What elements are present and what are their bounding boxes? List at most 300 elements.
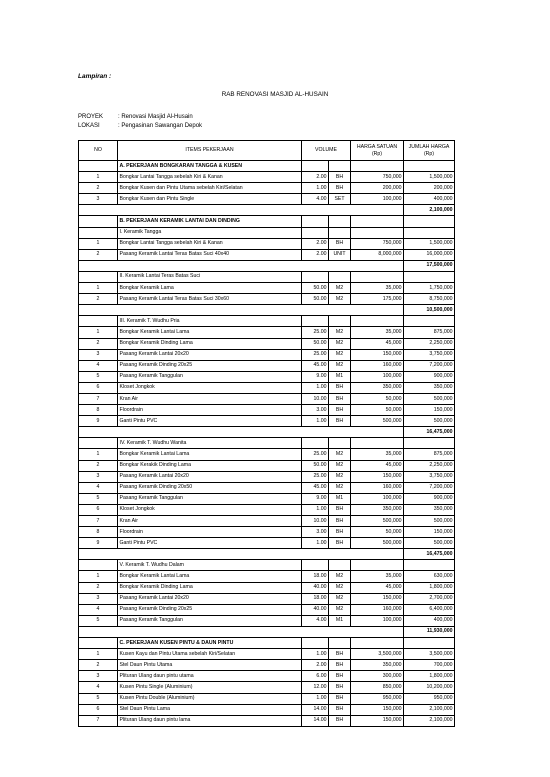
table-row xyxy=(79,382,455,393)
row-unit-cell xyxy=(329,216,351,227)
item-number: 2 xyxy=(79,294,118,305)
table-row xyxy=(79,527,455,538)
table-row xyxy=(79,671,455,682)
item-number: 1 xyxy=(79,327,118,338)
table-row xyxy=(79,249,455,260)
item-total-price: 200,000 xyxy=(404,183,455,194)
header-total-price: JUMLAH HARGA (Rp) xyxy=(404,141,455,161)
item-total-price: 150,000 xyxy=(404,527,455,538)
item-total-price: 1,500,000 xyxy=(404,172,455,183)
subtotal-blank-cell xyxy=(79,626,404,637)
item-unit: UNIT xyxy=(329,249,351,260)
item-total-price: 500,000 xyxy=(404,516,455,527)
item-total-price: 950,000 xyxy=(404,693,455,704)
item-unit-price: 350,000 xyxy=(351,504,404,515)
table-row xyxy=(79,682,455,693)
item-volume: 50.00 xyxy=(302,460,329,471)
header-unit-price: HARGA SATUAN (Rp) xyxy=(351,141,404,161)
item-total-price: 3,750,000 xyxy=(404,471,455,482)
item-description: Plituran Ulang daun pintu lama xyxy=(118,715,302,726)
subtotal-row xyxy=(79,260,455,271)
item-description: Stel Daun Pintu Lama xyxy=(118,704,302,715)
item-number: 5 xyxy=(79,493,118,504)
row-unit-cell xyxy=(329,227,351,238)
item-total-price: 900,000 xyxy=(404,371,455,382)
row-total-cell xyxy=(404,161,455,172)
item-description: Kusen Pintu Single (Aluminium) xyxy=(118,682,302,693)
item-volume: 50.00 xyxy=(302,283,329,294)
item-unit: BH xyxy=(329,682,351,693)
item-description: Stel Daun Pintu Utama xyxy=(118,660,302,671)
item-unit-price: 150,000 xyxy=(351,593,404,604)
table-row xyxy=(79,649,455,660)
item-unit-price: 160,000 xyxy=(351,482,404,493)
row-volume-cell xyxy=(302,216,329,227)
item-number: 5 xyxy=(79,615,118,626)
item-unit: BH xyxy=(329,238,351,249)
header-item: ITEMS PEKERJAAN xyxy=(118,141,302,161)
item-number: 1 xyxy=(79,238,118,249)
item-total-price: 700,000 xyxy=(404,660,455,671)
item-number: 4 xyxy=(79,360,118,371)
row-total-cell xyxy=(404,560,455,571)
item-unit-price: 200,000 xyxy=(351,183,404,194)
item-unit: M2 xyxy=(329,294,351,305)
table-row xyxy=(79,693,455,704)
row-price-cell xyxy=(351,161,404,172)
item-number: 4 xyxy=(79,682,118,693)
subtotal-row xyxy=(79,427,455,438)
item-number: 1 xyxy=(79,172,118,183)
table-row xyxy=(79,493,455,504)
item-unit-price: 45,000 xyxy=(351,338,404,349)
item-unit-price: 100,000 xyxy=(351,615,404,626)
table-row xyxy=(79,582,455,593)
item-volume: 2.00 xyxy=(302,660,329,671)
item-total-price: 400,000 xyxy=(404,615,455,626)
item-description: Ganti Pintu PVC xyxy=(118,538,302,549)
item-volume: 9.00 xyxy=(302,493,329,504)
subtotal-row xyxy=(79,626,455,637)
table-row xyxy=(79,183,455,194)
item-total-price: 2,250,000 xyxy=(404,460,455,471)
item-volume: 25.00 xyxy=(302,449,329,460)
item-description: Floordrain xyxy=(118,405,302,416)
row-unit-cell xyxy=(329,560,351,571)
item-unit: M2 xyxy=(329,460,351,471)
item-number: 2 xyxy=(79,338,118,349)
item-unit: M2 xyxy=(329,360,351,371)
row-total-cell xyxy=(404,216,455,227)
item-unit-price: 160,000 xyxy=(351,604,404,615)
table-row xyxy=(79,593,455,604)
header-volume: VOLUME xyxy=(302,141,351,161)
item-volume: 2.00 xyxy=(302,249,329,260)
item-number: 8 xyxy=(79,527,118,538)
item-unit-price: 100,000 xyxy=(351,371,404,382)
item-total-price: 350,000 xyxy=(404,382,455,393)
item-unit-price: 35,000 xyxy=(351,449,404,460)
item-number: 3 xyxy=(79,194,118,205)
item-volume: 14.00 xyxy=(302,715,329,726)
item-number: 3 xyxy=(79,671,118,682)
item-unit: M2 xyxy=(329,593,351,604)
item-volume: 4.00 xyxy=(302,615,329,626)
row-price-cell xyxy=(351,271,404,282)
section-header-row xyxy=(79,216,455,227)
item-volume: 18.00 xyxy=(302,593,329,604)
table-row xyxy=(79,194,455,205)
item-total-price: 500,000 xyxy=(404,416,455,427)
item-volume: 1.00 xyxy=(302,693,329,704)
item-description: Bongkar Lantai Tangga sebelah Kiri & Kanan xyxy=(118,172,302,183)
row-no-cell xyxy=(79,560,118,571)
row-price-cell xyxy=(351,560,404,571)
item-number: 7 xyxy=(79,516,118,527)
item-number: 6 xyxy=(79,504,118,515)
item-description: Bongkar Kusen dan Pintu Single xyxy=(118,194,302,205)
item-description: Bongkar Keramik Lantai Lama xyxy=(118,571,302,582)
item-volume: 25.00 xyxy=(302,349,329,360)
subtotal-blank-cell xyxy=(79,549,404,560)
subsection-title: IV. Keramik T. Wudhu Wanita xyxy=(118,438,302,449)
item-volume: 10.00 xyxy=(302,393,329,404)
item-unit-price: 3,500,000 xyxy=(351,649,404,660)
item-total-price: 1,750,000 xyxy=(404,283,455,294)
section-title: C. PEKERJAAN KUSEN PINTU & DAUN PINTU xyxy=(118,638,302,649)
item-unit: M1 xyxy=(329,615,351,626)
section-title: B. PEKERJAAN KERAMIK LANTAI DAN DINDING xyxy=(118,216,302,227)
item-unit-price: 35,000 xyxy=(351,327,404,338)
item-number: 6 xyxy=(79,704,118,715)
item-unit: BH xyxy=(329,183,351,194)
item-unit-price: 50,000 xyxy=(351,527,404,538)
subsection-header-row xyxy=(79,227,455,238)
item-volume: 45.00 xyxy=(302,360,329,371)
item-description: Bongkar Keramik Lantai Lama xyxy=(118,449,302,460)
item-unit-price: 150,000 xyxy=(351,349,404,360)
table-row xyxy=(79,516,455,527)
table-row xyxy=(79,371,455,382)
item-description: Pasang Keramik Dinding 20x25 xyxy=(118,360,302,371)
item-total-price: 2,250,000 xyxy=(404,338,455,349)
item-description: Bongkar Kerakik Dinding Lama xyxy=(118,460,302,471)
row-total-cell xyxy=(404,438,455,449)
item-description: Pasang Keramik Lantai Teras Batas Suci 30x60 xyxy=(118,294,302,305)
subtotal-value: 10,500,000 xyxy=(404,305,455,316)
table-row xyxy=(79,471,455,482)
subtotal-value: 11,930,000 xyxy=(404,626,455,637)
item-unit-price: 45,000 xyxy=(351,460,404,471)
item-unit-price: 8,000,000 xyxy=(351,249,404,260)
item-unit-price: 35,000 xyxy=(351,571,404,582)
item-total-price: 875,000 xyxy=(404,327,455,338)
item-volume: 3.00 xyxy=(302,405,329,416)
item-unit: M2 xyxy=(329,283,351,294)
subtotal-blank-cell xyxy=(79,260,404,271)
item-unit-price: 850,000 xyxy=(351,682,404,693)
table-row xyxy=(79,416,455,427)
item-volume: 3.00 xyxy=(302,527,329,538)
item-volume: 1.00 xyxy=(302,504,329,515)
item-unit: BH xyxy=(329,649,351,660)
item-unit: BH xyxy=(329,671,351,682)
table-row xyxy=(79,482,455,493)
subtotal-blank-cell xyxy=(79,305,404,316)
item-description: Kran Air xyxy=(118,516,302,527)
item-total-price: 6,400,000 xyxy=(404,604,455,615)
item-number: 3 xyxy=(79,471,118,482)
row-volume-cell xyxy=(302,438,329,449)
row-total-cell xyxy=(404,638,455,649)
item-number: 1 xyxy=(79,571,118,582)
item-description: Bongkar Lantai Tangga sebelah Kiri & Kanan xyxy=(118,238,302,249)
table-row xyxy=(79,327,455,338)
subtotal-blank-cell xyxy=(79,427,404,438)
item-unit-price: 100,000 xyxy=(351,493,404,504)
location-value: : Pengasinan Sawangan Depok xyxy=(118,123,203,129)
item-unit: M2 xyxy=(329,604,351,615)
project-label: PROYEK xyxy=(78,114,104,120)
row-volume-cell xyxy=(302,271,329,282)
rab-table xyxy=(78,140,455,727)
item-number: 1 xyxy=(79,283,118,294)
item-unit-price: 150,000 xyxy=(351,471,404,482)
row-unit-cell xyxy=(329,316,351,327)
item-volume: 25.00 xyxy=(302,471,329,482)
item-number: 7 xyxy=(79,715,118,726)
item-volume: 1.00 xyxy=(302,183,329,194)
item-unit: SET xyxy=(329,194,351,205)
item-number: 2 xyxy=(79,582,118,593)
table-row xyxy=(79,349,455,360)
item-unit: BH xyxy=(329,527,351,538)
item-volume: 9.00 xyxy=(302,371,329,382)
row-volume-cell xyxy=(302,227,329,238)
row-price-cell xyxy=(351,316,404,327)
table-body xyxy=(79,161,455,727)
item-volume: 12.00 xyxy=(302,682,329,693)
subtotal-value: 17,500,000 xyxy=(404,260,455,271)
row-no-cell xyxy=(79,638,118,649)
row-total-cell xyxy=(404,316,455,327)
row-unit-cell xyxy=(329,638,351,649)
item-number: 8 xyxy=(79,405,118,416)
subsection-title: V. Keramik T. Wudhu Dalam xyxy=(118,560,302,571)
item-unit-price: 100,000 xyxy=(351,194,404,205)
table-row xyxy=(79,238,455,249)
item-volume: 2.00 xyxy=(302,238,329,249)
row-total-cell xyxy=(404,227,455,238)
item-number: 2 xyxy=(79,249,118,260)
project-value: : Renovasi Masjid Al-Husain xyxy=(118,114,193,120)
item-unit: BH xyxy=(329,416,351,427)
table-row xyxy=(79,360,455,371)
item-total-price: 875,000 xyxy=(404,449,455,460)
item-total-price: 150,000 xyxy=(404,405,455,416)
item-description: Pasang Keramik Tanggulan xyxy=(118,493,302,504)
item-volume: 1.00 xyxy=(302,382,329,393)
section-header-row xyxy=(79,638,455,649)
item-volume: 50.00 xyxy=(302,338,329,349)
subtotal-value: 16,475,000 xyxy=(404,427,455,438)
item-total-price: 2,100,000 xyxy=(404,715,455,726)
item-unit: BH xyxy=(329,538,351,549)
item-number: 2 xyxy=(79,183,118,194)
item-total-price: 2,700,000 xyxy=(404,593,455,604)
row-no-cell xyxy=(79,316,118,327)
item-unit: BH xyxy=(329,715,351,726)
item-unit: M2 xyxy=(329,327,351,338)
item-unit-price: 750,000 xyxy=(351,172,404,183)
item-unit-price: 350,000 xyxy=(351,660,404,671)
item-description: Bongkar Keramik Lama xyxy=(118,283,302,294)
item-description: Kran Air xyxy=(118,393,302,404)
item-description: Bongkar Keramik Lantai Lama xyxy=(118,327,302,338)
item-description: Bongkar Kusen dan Pintu Utama sebelah Kiri/Selatan xyxy=(118,183,302,194)
item-unit-price: 50,000 xyxy=(351,405,404,416)
table-row xyxy=(79,704,455,715)
table-row xyxy=(79,283,455,294)
item-total-price: 400,000 xyxy=(404,194,455,205)
item-volume: 25.00 xyxy=(302,327,329,338)
subsection-header-row xyxy=(79,438,455,449)
item-description: Ganti Pintu PVC xyxy=(118,416,302,427)
subtotal-value: 2,100,000 xyxy=(404,205,455,216)
item-total-price: 500,000 xyxy=(404,538,455,549)
item-total-price: 1,800,000 xyxy=(404,671,455,682)
item-unit: M2 xyxy=(329,582,351,593)
item-unit-price: 750,000 xyxy=(351,238,404,249)
document-title: RAB RENOVASI MASJID AL-HUSAIN xyxy=(221,91,329,98)
item-volume: 14.00 xyxy=(302,704,329,715)
table-row xyxy=(79,538,455,549)
item-volume: 50.00 xyxy=(302,294,329,305)
subtotal-value: 16,475,000 xyxy=(404,549,455,560)
item-volume: 40.00 xyxy=(302,604,329,615)
item-description: Kusen Pintu Double (Aluminium) xyxy=(118,693,302,704)
row-price-cell xyxy=(351,216,404,227)
row-price-cell xyxy=(351,227,404,238)
row-no-cell xyxy=(79,161,118,172)
item-number: 7 xyxy=(79,393,118,404)
item-number: 6 xyxy=(79,382,118,393)
row-volume-cell xyxy=(302,161,329,172)
row-volume-cell xyxy=(302,560,329,571)
item-unit: BH xyxy=(329,382,351,393)
table-row xyxy=(79,460,455,471)
row-unit-cell xyxy=(329,161,351,172)
table-row xyxy=(79,294,455,305)
item-total-price: 500,000 xyxy=(404,393,455,404)
row-volume-cell xyxy=(302,316,329,327)
item-volume: 10.00 xyxy=(302,516,329,527)
item-total-price: 1,500,000 xyxy=(404,238,455,249)
item-description: Pasang Keramik Dinding 20x50 xyxy=(118,482,302,493)
item-total-price: 8,750,000 xyxy=(404,294,455,305)
table-row xyxy=(79,393,455,404)
item-description: Kloset Jongkok xyxy=(118,504,302,515)
item-unit-price: 500,000 xyxy=(351,516,404,527)
item-total-price: 1,800,000 xyxy=(404,582,455,593)
subtotal-row xyxy=(79,205,455,216)
item-unit-price: 500,000 xyxy=(351,416,404,427)
item-unit: M2 xyxy=(329,338,351,349)
row-unit-cell xyxy=(329,438,351,449)
row-unit-cell xyxy=(329,271,351,282)
item-volume: 1.00 xyxy=(302,538,329,549)
subsection-header-row xyxy=(79,560,455,571)
table-row xyxy=(79,571,455,582)
location-line xyxy=(78,123,202,129)
item-volume: 6.00 xyxy=(302,671,329,682)
row-price-cell xyxy=(351,438,404,449)
item-number: 1 xyxy=(79,649,118,660)
item-description: Pasang Keramik Lantai 20x20 xyxy=(118,471,302,482)
item-volume: 2.00 xyxy=(302,172,329,183)
item-unit: M2 xyxy=(329,482,351,493)
row-no-cell xyxy=(79,227,118,238)
row-volume-cell xyxy=(302,638,329,649)
item-volume: 1.00 xyxy=(302,416,329,427)
item-unit: BH xyxy=(329,704,351,715)
project-line xyxy=(78,114,193,120)
header-no: NO xyxy=(79,141,118,161)
row-no-cell xyxy=(79,216,118,227)
item-unit-price: 500,000 xyxy=(351,538,404,549)
section-header-row xyxy=(79,161,455,172)
item-number: 2 xyxy=(79,460,118,471)
item-unit: M2 xyxy=(329,449,351,460)
item-number: 9 xyxy=(79,538,118,549)
item-total-price: 7,200,000 xyxy=(404,482,455,493)
item-description: Pasang Keramik Lantai 20x20 xyxy=(118,593,302,604)
item-total-price: 630,000 xyxy=(404,571,455,582)
item-unit-price: 150,000 xyxy=(351,704,404,715)
item-unit-price: 350,000 xyxy=(351,382,404,393)
lampiran-label: Lampiran : xyxy=(78,73,112,80)
item-number: 3 xyxy=(79,349,118,360)
subsection-title: III. Keramik T. Wudhu Pria xyxy=(118,316,302,327)
item-total-price: 900,000 xyxy=(404,493,455,504)
item-description: Floordrain xyxy=(118,527,302,538)
item-unit-price: 45,000 xyxy=(351,582,404,593)
subsection-header-row xyxy=(79,271,455,282)
item-unit-price: 300,000 xyxy=(351,671,404,682)
item-description: Pasang Keramik Tanggulan xyxy=(118,371,302,382)
item-description: Pasang Keramik Lantai Teras Batas Suci 40x40 xyxy=(118,249,302,260)
item-description: Bongkar Keramik Dinding Lama xyxy=(118,338,302,349)
item-volume: 4.00 xyxy=(302,194,329,205)
item-total-price: 16,000,000 xyxy=(404,249,455,260)
item-volume: 40.00 xyxy=(302,582,329,593)
table-row xyxy=(79,660,455,671)
subtotal-blank-cell xyxy=(79,205,404,216)
table-row xyxy=(79,604,455,615)
section-title: A. PEKERJAAN BONGKARAN TANGGA & KUSEN xyxy=(118,161,302,172)
item-total-price: 3,750,000 xyxy=(404,349,455,360)
item-unit: BH xyxy=(329,693,351,704)
item-total-price: 3,500,000 xyxy=(404,649,455,660)
item-unit: M2 xyxy=(329,471,351,482)
item-number: 9 xyxy=(79,416,118,427)
item-unit: M1 xyxy=(329,371,351,382)
item-number: 3 xyxy=(79,593,118,604)
item-description: Plituran Ulang daun pintu utama xyxy=(118,671,302,682)
item-number: 5 xyxy=(79,693,118,704)
item-unit-price: 175,000 xyxy=(351,294,404,305)
item-total-price: 2,100,000 xyxy=(404,704,455,715)
